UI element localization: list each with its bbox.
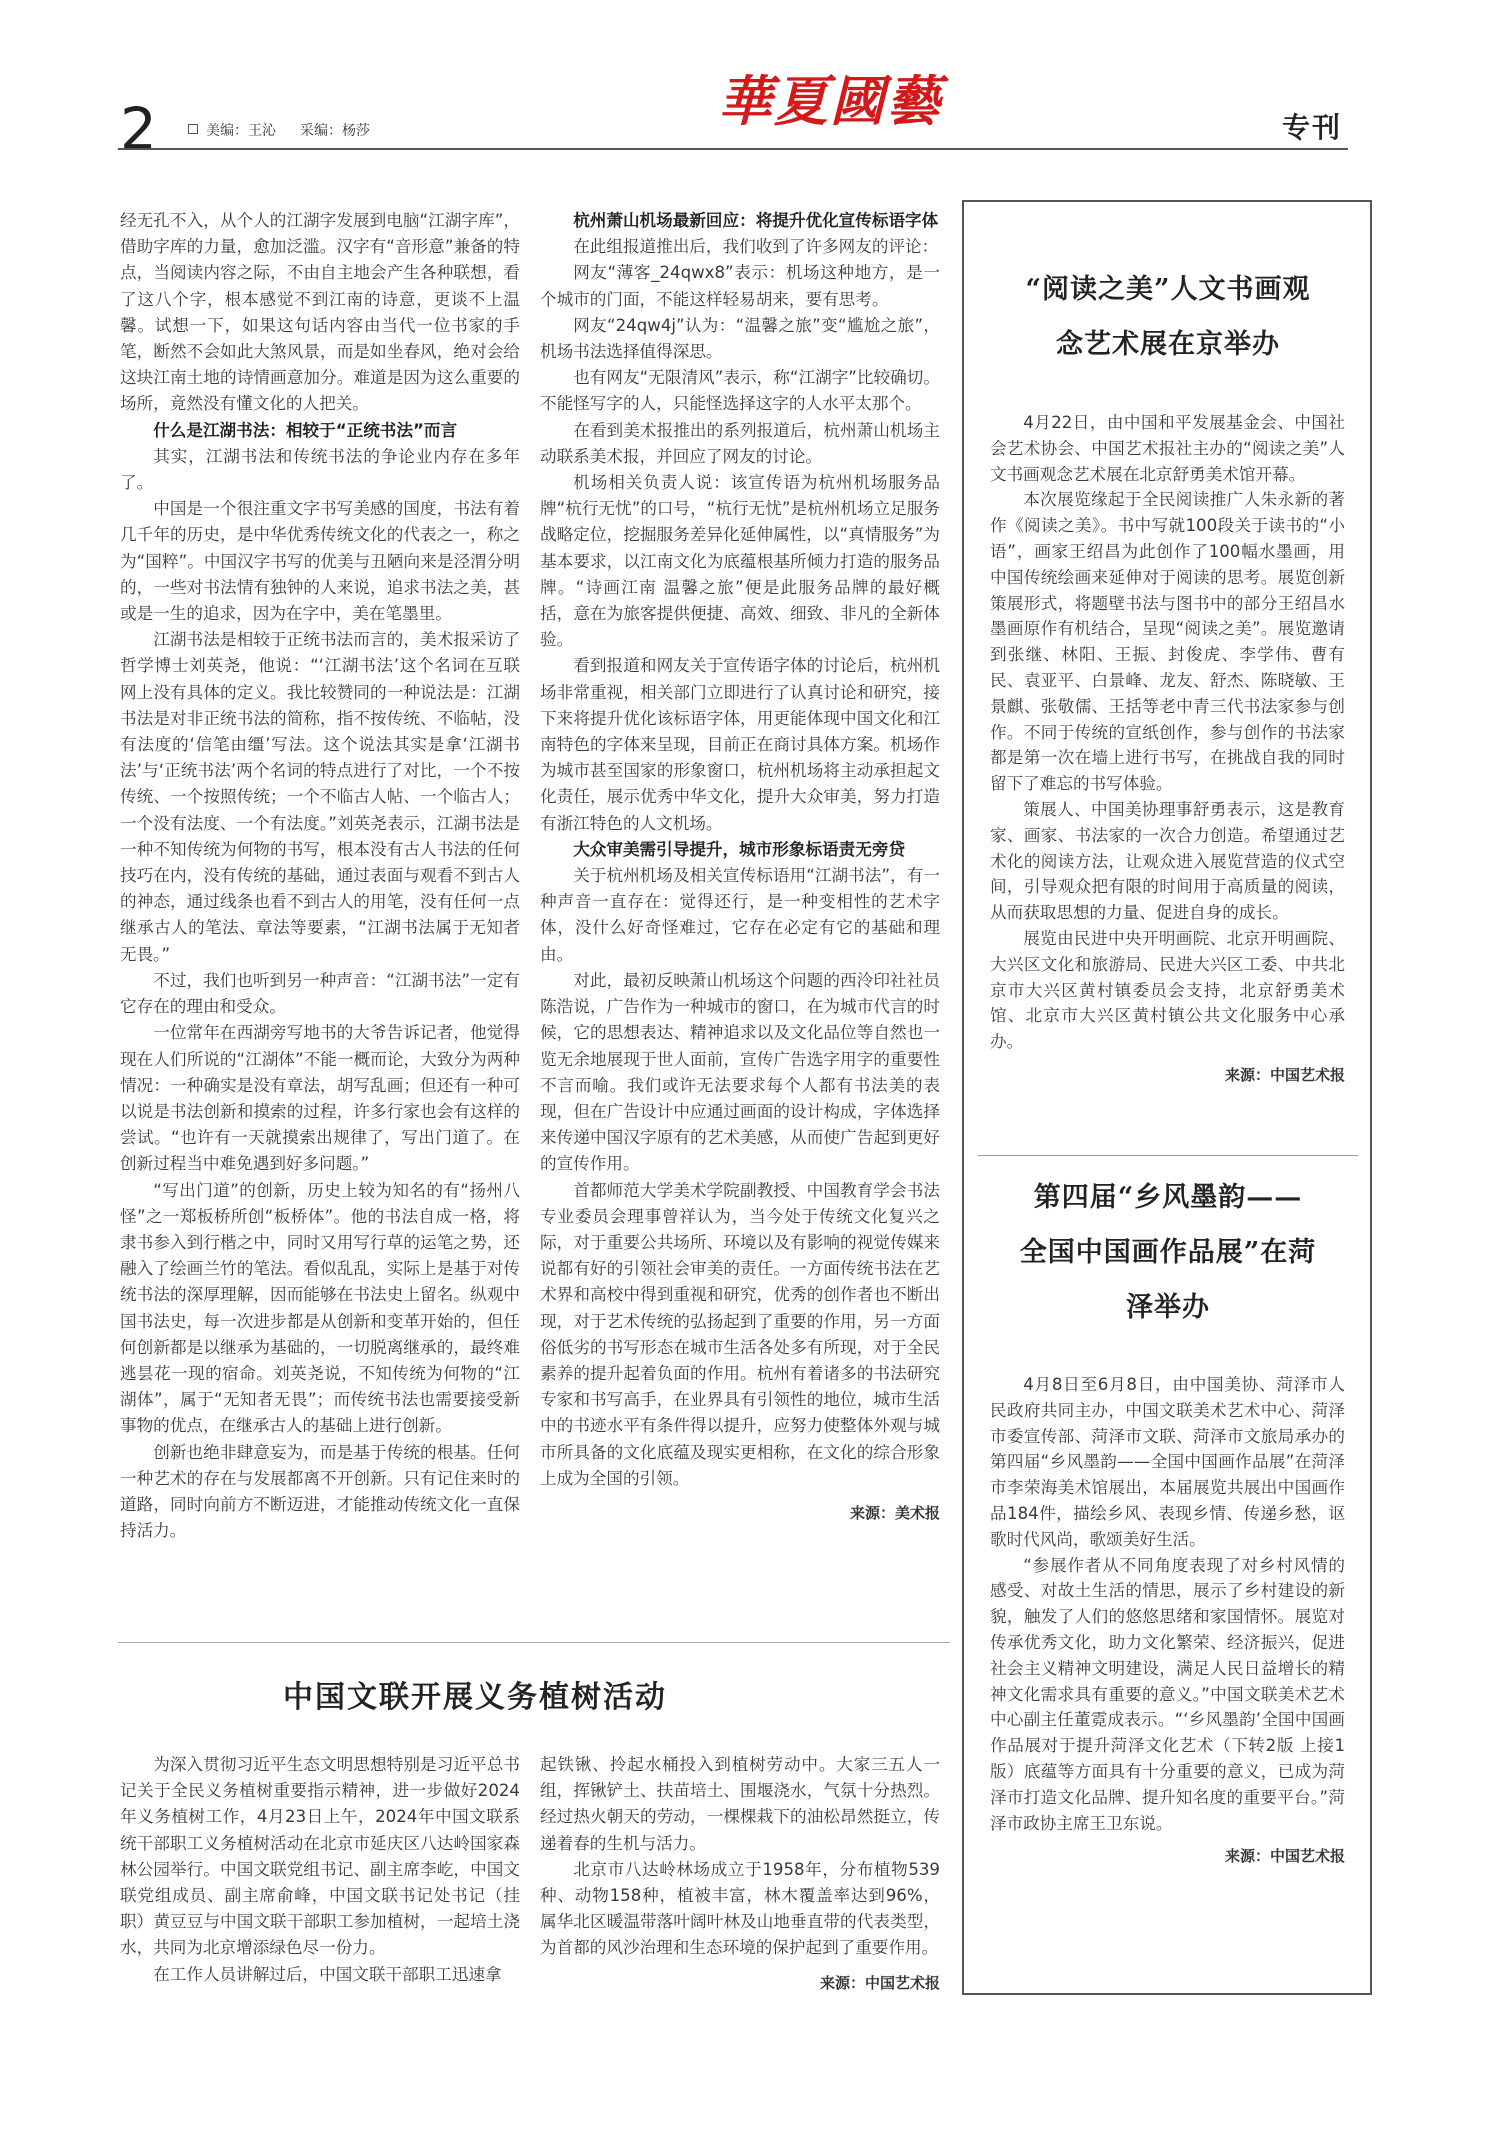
box-article2-body (990, 1372, 1345, 1870)
paragraph: 看到报道和网友关于宣传语字体的讨论后，杭州机场非常重视，相关部门立即进行了认真讨论和研究，接下来将提升优化该标语字体，用更能体现中国文化和江南特色的字体来呈现，目前正在商讨具体方案。机场作为城市甚至国家的形象窗口，杭州机场将主动承担起文化责任，展示优秀中华文化，提升大众审美，努力打造有浙江特色的人文机场。 (540, 656, 940, 833)
section-heading: 杭州萧山机场最新回应：将提升优化宣传标语字体 (573, 211, 939, 230)
paragraph: “写出门道”的创新，历史上较为知名的有“扬州八怪”之一郑板桥所创“板桥体”。他的书法自成一格，将隶书参入到行楷之中，同时又用写行草的运笔之势，还融入了绘画兰竹的笔法。看似乱乱，实际上是基于对传统书法的深厚理解，因而能够在书法史上留名。纵观中国书法史，每一次进步都是从创新和变革开始的，但任何创新都是以继承为基础的，一切脱离继承的，最终难逃昙花一现的宿命。刘英尧说，不知传统为何物的“江湖体”，属于“无知者无畏”；而传统书法也需要接受新事物的优点，在继承古人的基础上进行创新。 (120, 1180, 520, 1436)
paragraph: 机场相关负责人说：该宣传语为杭州机场服务品牌“杭行无忧”的口号，“杭行无忧”是杭州机场立足服务战略定位，挖掘服务差异化延伸属性，以“真情服务”为基本要求，以江南文化为底蕴根基所倾力打造的服务品牌。“诗画江南 温馨之旅”便是此服务品牌的最好概括，意在为旅客提供便捷、高效、细致、非凡的全新体验。 (540, 473, 940, 650)
paragraph: 在此组报道推出后，我们收到了许多网友的评论： (573, 237, 939, 257)
paragraph: 关于杭州机场及相关宣传标语用“江湖书法”，有一种声音一直存在：觉得还行，是一种变相性的艺术字体，没什么好奇怪难过，它存在必定有它的基础和理由。 (540, 866, 940, 964)
paragraph: 网友“薄客_24qwx8”表示：机场这种地方，是一个城市的门面，不能这样轻易胡来，要有思考。 (540, 263, 940, 309)
paragraph: 4月22日，由中国和平发展基金会、中国社会艺术协会、中国艺术报社主办的“阅读之美”人文书画观念艺术展在北京舒勇美术馆开幕。 (990, 413, 1345, 484)
source-credit: 来源：中国艺术报 (819, 1973, 940, 1992)
header-rule (118, 148, 1348, 150)
box-divider (978, 1155, 1358, 1156)
paragraph: 网友“24qw4j”认为：“温馨之旅”变“尴尬之旅”，机场书法选择值得深思。 (540, 315, 940, 362)
paragraph: 经无孔不入，从个人的江湖字发展到电脑“江湖字库”，借助字库的力量，愈加泛滥。汉字有“音形意”兼备的特点，当阅读内容之际，不由自主地会产生各种联想，看了这八个字，根本感觉不到江南的诗意，更谈不上温馨。试想一下，如果这句话内容由当代一位书家的手笔，断然不会如此大煞风景，而是如坐春风，绝对会给这块江南土地的诗情画意加分。难道是因为这么重要的场所，竟然没有懂文化的人把关。 (120, 211, 520, 414)
article-divider (118, 1642, 950, 1643)
middle-column (540, 208, 940, 1526)
section-label: 专刊 (1282, 111, 1343, 144)
paragraph: 在工作人员讲解过后，中国文联干部职工迅速拿 (153, 1964, 502, 1984)
source-credit: 来源：中国艺术报 (1224, 1065, 1345, 1084)
paragraph: 起铁锹、拎起水桶投入到植树劳动中。大家三五人一组，挥锹铲土、扶苗培土、围堰浇水，气氛十分热烈。经过热火朝天的劳动，一棵棵栽下的油松昂然挺立，传递着春的生机与活力。 (540, 1755, 940, 1853)
paragraph: 不过，我们也听到另一种声音：“江湖书法”一定有它存在的理由和受众。 (120, 970, 520, 1017)
tree-article-left (120, 1752, 520, 1988)
paragraph: 4月8日至6月8日，由中国美协、菏泽市人民政府共同主办，中国文联美术艺术中心、菏泽市委宣传部、菏泽市文联、菏泽市文旅局承办的第四届“乡风墨韵——全国中国画作品展”在菏泽市李荣海美术馆展出，本届展览共展出中国画作品184件，描绘乡风、表现乡情、传递乡愁，讴歌时代风尚，歌颂美好生活。 (990, 1375, 1345, 1549)
paragraph: 策展人、中国美协理事舒勇表示，这是教育家、画家、书法家的一次合力创造。希望通过艺术化的阅读方法，让观众进入展览营造的仪式空间，引导观众把有限的时间用于高质量的阅读，从而获取思想的力量、促进自身的成长。 (990, 799, 1345, 923)
source-credit: 来源：美术报 (849, 1503, 940, 1522)
paragraph: 首都师范大学美术学院副教授、中国教育学会书法专业委员会理事曾祥认为，当今处于传统文化复兴之际，对于重要公共场所、环境以及有影响的视觉传媒来说都有好的引领社会审美的责任。一方面传统书法在艺术界和高校中得到重视和研究，优秀的创作者也不断出现，对于艺术传统的弘扬起到了重要的作用，另一方面俗低劣的书写形态在城市生活各处多有所现，对于全民素养的提升起着负面的作用。杭州有着诸多的书法研究专家和书写高手，在业界具有引领性的地位，城市生活中的书迹水平有条件得以提升，应努力使整体外观与城市所具备的文化底蕴及现实更相称，在文化的综合形象上成为全国的引领。 (540, 1180, 940, 1488)
paragraph: 一位常年在西湖旁写地书的大爷告诉记者，他觉得现在人们所说的“江湖体”不能一概而论，大致分为两种情况：一种确实是没有章法，胡写乱画；但还有一种可以说是书法创新和摸索的过程，许多行家也会有这样的尝试。“也许有一天就摸索出规律了，写出门道了。在创新过程当中难免遇到好多问题。” (120, 1023, 520, 1174)
paragraph: 其实，江湖书法和传统书法的争论业内存在多年了。 (120, 446, 520, 493)
paragraph: “参展作者从不同角度表现了对乡村风情的感受、对故土生活的情思，展示了乡村建设的新貌，触发了人们的悠悠思绪和家国情怀。展览对传承优秀文化，助力文化繁荣、经济振兴，促进社会主义精神文明建设，满足人民日益增长的精神文化需求具有重要的意义。”中国文联美术艺术中心副主任董霓成表示。“‘乡风墨韵’全国中国画作品展对于提升菏泽文化艺术（下转2版 上接1版）底蕴等方面具有十分重要的意义，已成为菏泽市打造文化品牌、提升知名度的重要平台。”菏泽市政协主席王卫东说。 (990, 1555, 1345, 1833)
left-column (120, 208, 520, 1544)
paragraph: 为深入贯彻习近平生态文明思想特别是习近平总书记关于全民义务植树重要指示精神，进一步做好2024年义务植树工作，4月23日上午，2024年中国文联系统干部职工义务植树活动在北京市延庆区八达岭国家森林公园举行。中国文联党组书记、副主席李屹，中国文联党组成员、副主席俞峰，中国文联书记处书记（挂职）黄豆豆与中国文联干部职工参加植树，一起培土浇水，共同为北京增添绿色尽一份力。 (120, 1755, 520, 1958)
page-number: 2 (120, 95, 157, 163)
paragraph: 也有网友“无限清风”表示，称“江湖字”比较确切。不能怪写字的人，只能怪选择这字的人水平太那个。 (540, 368, 940, 414)
paragraph: 北京市八达岭林场成立于1958年，分布植物539种、动物158种，植被丰富，林木覆盖率达到96%，属华北区暖温带落叶阔叶林及山地垂直带的代表类型，为首都的风沙治理和生态环境的保护起到了重要作用。 (540, 1859, 940, 1958)
paragraph: 在看到美术报推出的系列报道后，杭州萧山机场主动联系美术报，并回应了网友的讨论。 (540, 420, 940, 466)
paragraph: 展览由民进中央开明画院、北京开明画院、大兴区文化和旅游局、民进大兴区工委、中共北京市大兴区黄村镇委员会支持，北京舒勇美术馆、北京市大兴区黄村镇公共文化服务中心承办。 (990, 928, 1345, 1052)
box-article1-title: “阅读之美”人文书画观 念艺术展在京举办 (1025, 274, 1311, 360)
paragraph: 中国是一个很注重文字书写美感的国度，书法有着几千年的历史，是中华优秀传统文化的代表之一，称之为“国粹”。中国汉字书写的优美与丑陋向来是泾渭分明的，一些对书法情有独钟的人来说，追求书法之美，甚或是一生的追求，因为在字中，美在笔墨里。 (120, 499, 520, 624)
masthead-logo: 華夏國藝 (718, 69, 942, 133)
credits-line (188, 120, 370, 140)
reporter-credit: 采编：杨莎 (300, 123, 370, 139)
square-icon (188, 124, 198, 134)
paragraph: 对此，最初反映萧山机场这个问题的西泠印社社员陈浩说，广告作为一种城市的窗口，在为城市代言的时候，它的思想表达、精神追求以及文化品位等自然也一览无余地展现于世人面前，宣传广告选字用字的重要性不言而喻。我们或许无法要求每个人都有书法美的表现，但在广告设计中应通过画面的设计构成，字体选择来传递中国汉字原有的艺术美感，从而使广告起到更好的宣传作用。 (540, 970, 940, 1174)
paragraph: 创新也绝非肆意妄为，而是基于传统的根基。任何一种艺术的存在与发展都离不开创新。只有记住来时的道路，同时向前方不断迈进，才能推动传统文化一直保持活力。 (120, 1442, 520, 1541)
article-headline: 中国文联开展义务植树活动 (283, 1680, 667, 1715)
paragraph: 江湖书法是相较于正统书法而言的，美术报采访了哲学博士刘英尧，他说：“‘江湖书法’这个名词在互联网上没有具体的定义。我比较赞同的一种说法是：江湖书法是对非正统书法的简称，指不按传统、不临帖，没有法度的‘信笔由缰’写法。这个说法其实是拿‘江湖书法’与‘正统书法’两个名词的特点进行了对比，一个不按传统、一个按照传统；一个不临古人帖、一个临古人；一个没有法度、一个有法度。”刘英尧表示，江湖书法是一种不知传统为何物的书写，根本没有古人书法的任何技巧在内，没有传统的基础，通过表面与观看不到古人的神态，通过线条也看不到古人的用笔，没有任何一点继承古人的笔法、章法等要素，“江湖书法属于无知者无畏。” (120, 630, 520, 964)
paragraph: 本次展览缘起于全民阅读推广人朱永新的著作《阅读之美》。书中写就100段关于读书的“小语”，画家王绍昌为此创作了100幅水墨画，用中国传统绘画来延伸对于阅读的思考。展览创新策展形式，将题壁书法与图书中的部分王绍昌水墨画原作有机结合，呈现“阅读之美”。展览邀请到张继、林阳、王振、封俊虎、李学伟、曹有民、袁亚平、白景峰、龙友、舒杰、陈晓敏、王景麒、张敬儒、王括等老中青三代书法家参与创作。不同于传统的宣纸创作，参与创作的书法家都是第一次在墙上进行书写，在挑战自我的同时留下了难忘的书写体验。 (990, 490, 1345, 794)
tree-article-right (540, 1752, 940, 1996)
box-article1-body (990, 410, 1345, 1089)
box-article2-title: 第四届“乡风墨韵—— 全国中国画作品展”在菏 泽举办 (1019, 1182, 1317, 1323)
editor-credit: 美编：王沁 (206, 123, 276, 139)
source-credit: 来源：中国艺术报 (1224, 1847, 1345, 1866)
section-heading: 大众审美需引导提升，城市形象标语责无旁贷 (573, 839, 906, 859)
section-heading: 什么是江湖书法：相较于“正统书法”而言 (153, 420, 458, 440)
